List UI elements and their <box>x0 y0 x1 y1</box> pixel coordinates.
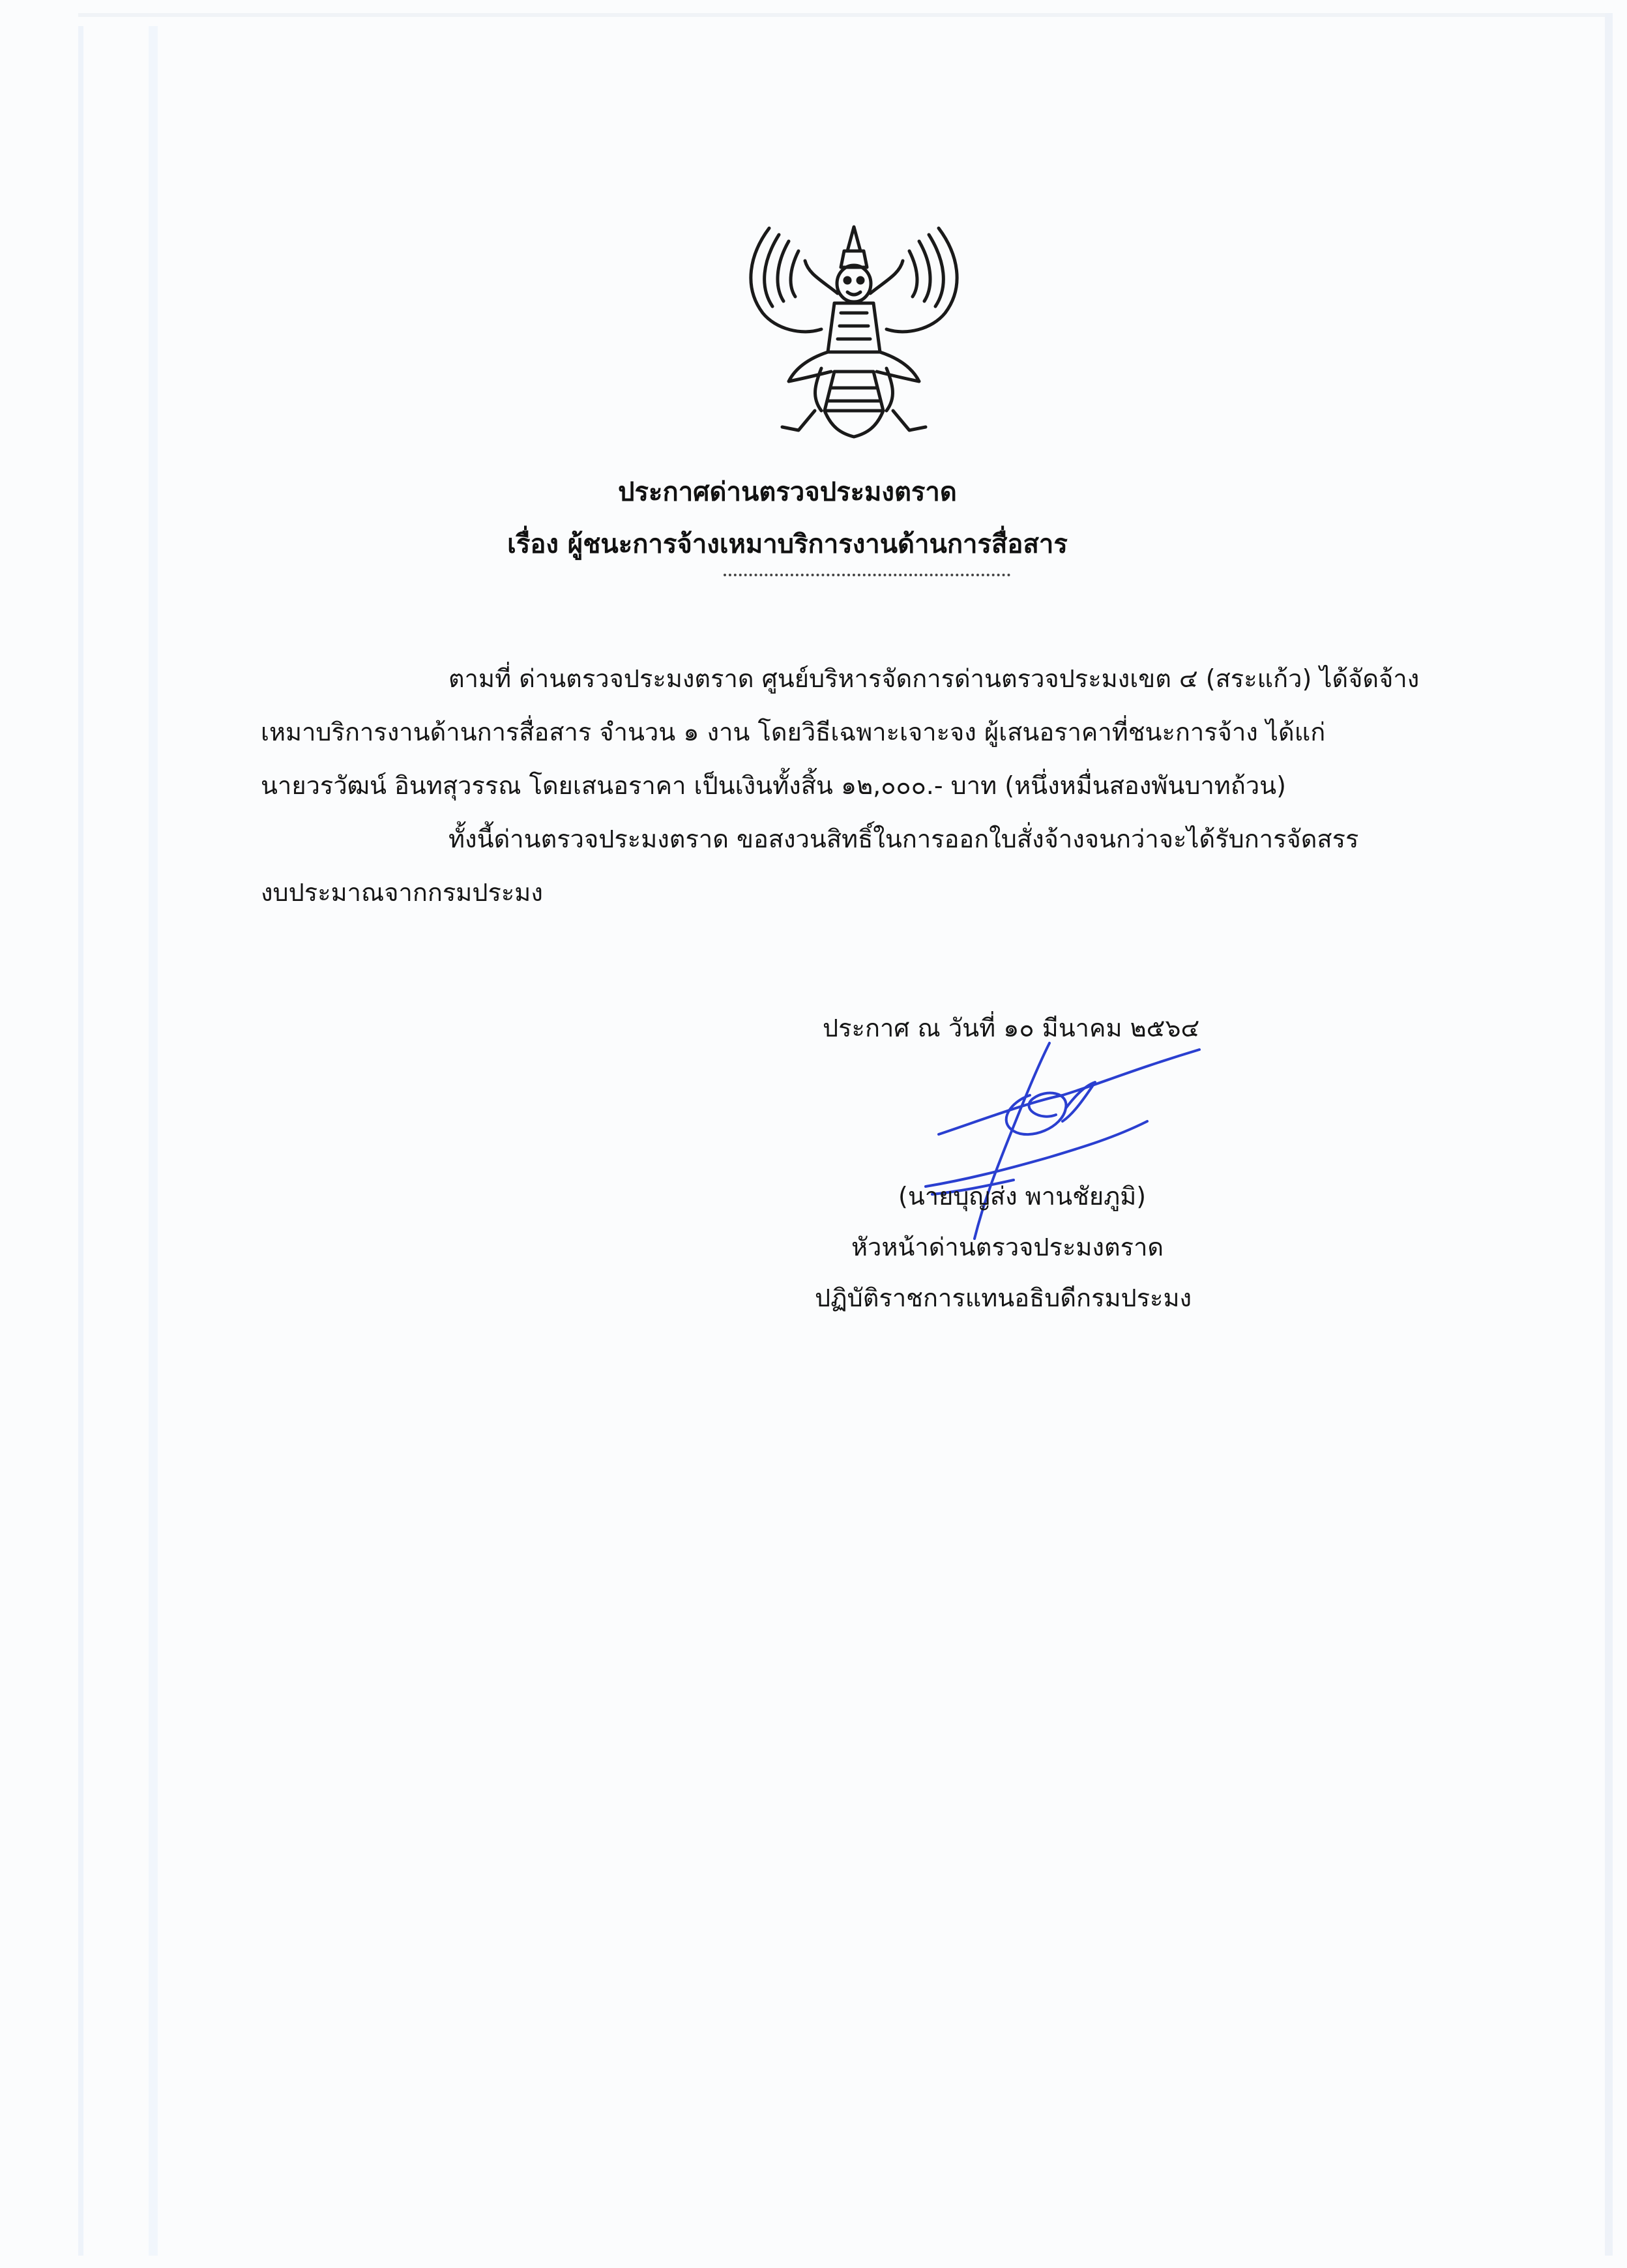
signatory-acting-for: ปฏิบัติราชการแทนอธิบดีกรมประมง <box>815 1284 1192 1312</box>
signatory-name: (นายบุญส่ง พานชัยภูมิ) <box>898 1182 1147 1211</box>
announcement-date: ประกาศ ณ วันที่ ๑๐ มีนาคม ๒๕๖๔ <box>823 1014 1200 1042</box>
scan-edge-right <box>1605 13 1613 2256</box>
announcement-title: ประกาศด่านตรวจประมงตราด <box>618 477 957 507</box>
scan-edge-left-inner <box>149 26 158 2256</box>
signatory-position: หัวหน้าด่านตรวจประมงตราด <box>851 1233 1164 1261</box>
garuda-emblem-icon <box>743 215 965 443</box>
body-line-1: ตามที่ ด่านตรวจประมงตราด ศูนย์บริหารจัดการด่านตรวจประมงเขต ๔ (สระแก้ว) ได้จัดจ้าง <box>448 664 1420 693</box>
scan-edge-left <box>78 26 83 2256</box>
title-separator <box>724 574 1010 576</box>
scan-edge-top <box>78 13 1613 17</box>
announcement-subject: เรื่อง ผู้ชนะการจ้างเหมาบริการงานด้านการสื่อสาร <box>507 529 1068 559</box>
body-line-5: งบประมาณจากกรมประมง <box>261 878 543 907</box>
body-line-4: ทั้งนี้ด่านตรวจประมงตราด ขอสงวนสิทธิ์ในการออกใบสั่งจ้างจนกว่าจะได้รับการจัดสรร <box>448 825 1359 853</box>
body-line-3: นายวรวัฒน์ อินทสุวรรณ โดยเสนอราคา เป็นเงินทั้งสิ้น ๑๒,๐๐๐.- บาท (หนึ่งหมื่นสองพันบาทถ้วน) <box>261 771 1286 800</box>
body-line-2: เหมาบริการงานด้านการสื่อสาร จำนวน ๑ งาน โดยวิธีเฉพาะเจาะจง ผู้เสนอราคาที่ชนะการจ้าง ได้แก่ <box>261 718 1326 746</box>
